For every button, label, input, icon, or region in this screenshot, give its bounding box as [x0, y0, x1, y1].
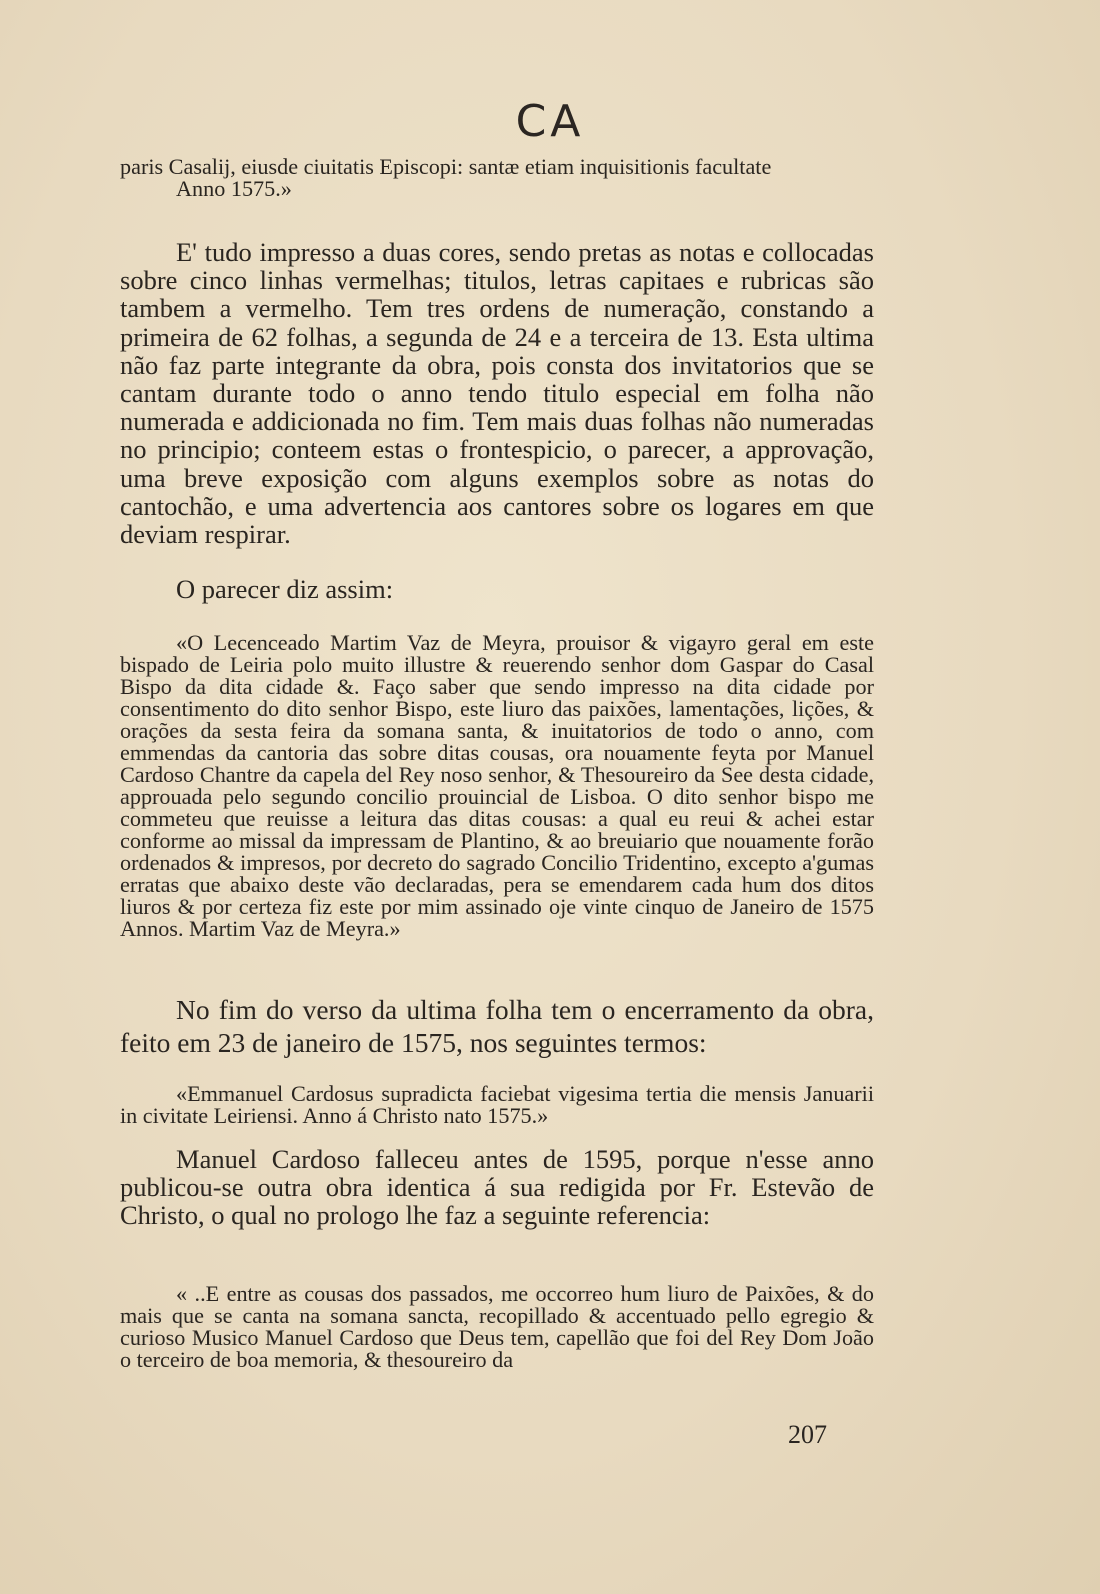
paragraph-1: E' tudo impresso a duas cores, sendo pretas as notas e collocadas sobre cinco linhas vermelhas; titulos, letras capitaes e rubricas são tambem a vermelho. Tem tres ordens de numeração, constando a primeira de 62 folhas, a segunda de 24 e a terceira de 13. Esta ultima não faz parte integrante da obra, pois consta dos invitatorios que se cantam durante todo o anno tendo titulo especial em folha não numerada e addicionada no fim. Tem mais duas folhas não numeradas no principio; conteem estas o frontespicio, o parecer, a approvação, uma breve exposição com alguns exemplos sobre as notas do cantochão, e uma advertencia aos cantores sobre os logares em que deviam respirar.	[120, 237, 874, 550]
intro-block	[120, 156, 874, 200]
quote-2: «Emmanuel Cardosus supradicta faciebat vigesima tertia die mensis Januarii in civitate Leiriensi. Anno á Christo nato 1575.»	[120, 1081, 874, 1128]
quote-3: « ..E entre as cousas dos passados, me occorreo hum liuro de Paixões, & do mais que se canta na somana sancta, recopillado & accentuado pello egregio & curioso Musico Manuel Cardoso que Deus tem, capellão que foi del Rey Dom João o terceiro de boa memoria, & thesoureiro da	[120, 1281, 874, 1372]
quote-1: «O Lecenceado Martim Vaz de Meyra, prouisor & vigayro geral em este bispado de Leiria polo muito illustre & reuerendo senhor dom Gaspar do Casal Bispo da dita cidade &. Faço saber que sendo impresso na dita cidade por consentimento do dito senhor Bispo, este liuro das paixões, lamentações, lições, & orações da sesta feira da somana santa, & inuitatorios de todo o anno, com emmendas da cantoria das sobre ditas cousas, ora nouamente feyta por Manuel Cardoso Chantre da capela del Rey noso senhor, & Thesoureiro da See desta cidade, approuada pelo segundo concilio prouincial de Lisboa. O dito senhor bispo me commeteu que reuisse a leitura das ditas cousas: a qual eu reui & achei estar conforme ao missal da impressam de Plantino, & ao breuiario que nouamente forão ordenados & impresos, por decreto do sagrado Concilio Tridentino, excepto a'gumas erratas que abaixo deste vão declaradas, pera se emendarem cada hum dos ditos liuros & por certeza fiz este por mim assinado oje vinte cinquo de Janeiro de 1575 Annos. Martim Vaz de Meyra.»	[120, 630, 874, 941]
intro-line-2: Anno 1575.»	[176, 176, 292, 201]
running-head: CA	[515, 96, 585, 147]
paragraph-4: Manuel Cardoso falleceu antes de 1595, porque n'esse anno publicou-se outra obra identica á sua redigida por Fr. Estevão de Christo, o qual no prologo lhe faz a seguinte referencia:	[120, 1144, 874, 1231]
page-number: 207	[788, 1420, 827, 1449]
paragraph-3: No fim do verso da ultima folha tem o encerramento da obra, feito em 23 de janeiro de 1575, nos seguintes termos:	[120, 994, 874, 1058]
paragraph-2: O parecer diz assim:	[176, 574, 394, 604]
intro-line-1: paris Casalij, eiusde ciuitatis Episcopi: santæ etiam inquisitionis facultate	[120, 154, 772, 179]
